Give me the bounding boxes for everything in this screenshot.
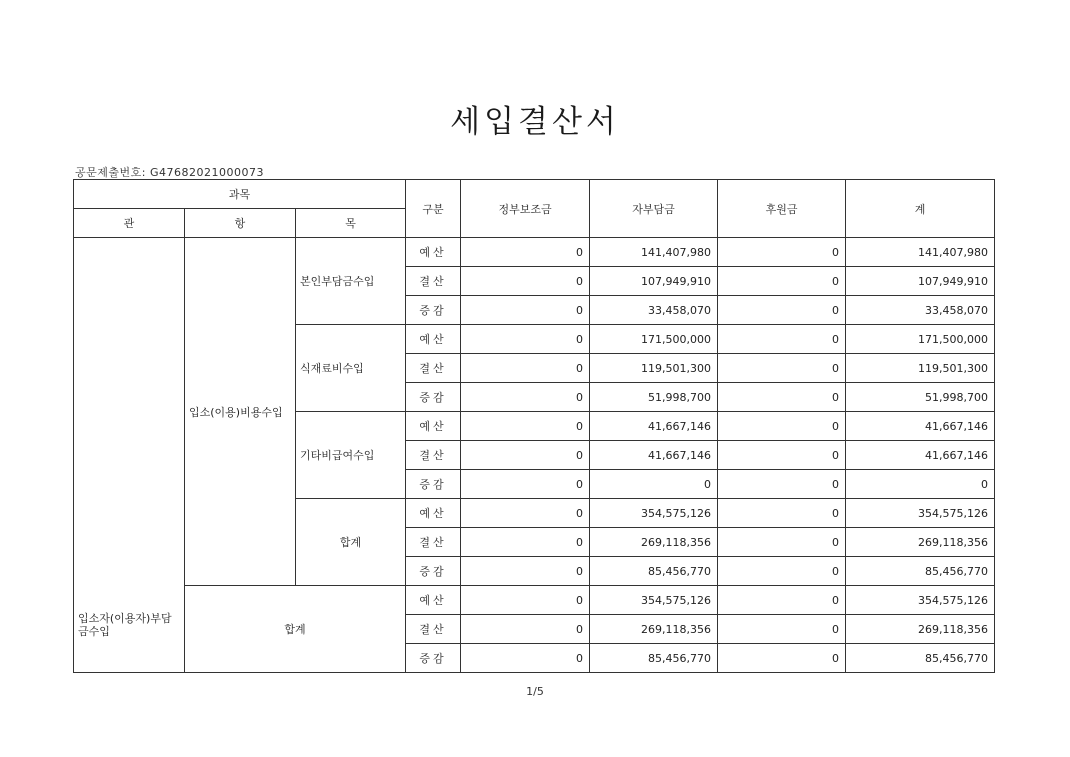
- self-cell: 41,667,146: [590, 441, 718, 470]
- support-cell: 0: [718, 557, 846, 586]
- kind-cell: 예산: [406, 586, 461, 615]
- hang-cell: 입소(이용)비용수입: [185, 238, 296, 586]
- gwan-cell: 입소자(이용자)부담금수입: [74, 238, 185, 673]
- gov-cell: 0: [461, 238, 590, 267]
- gov-cell: 0: [461, 441, 590, 470]
- kind-cell: 증감: [406, 644, 461, 673]
- header-mok: 목: [296, 209, 406, 238]
- gov-cell: 0: [461, 557, 590, 586]
- kind-cell: 결산: [406, 528, 461, 557]
- table-row: [74, 586, 995, 615]
- kind-cell: 증감: [406, 557, 461, 586]
- support-cell: 0: [718, 470, 846, 499]
- total-cell: 119,501,300: [846, 354, 995, 383]
- support-cell: 0: [718, 238, 846, 267]
- support-cell: 0: [718, 499, 846, 528]
- total-cell: 33,458,070: [846, 296, 995, 325]
- support-cell: 0: [718, 354, 846, 383]
- mok-cell: 합계: [296, 499, 406, 586]
- total-cell: 141,407,980: [846, 238, 995, 267]
- kind-cell: 결산: [406, 267, 461, 296]
- gov-cell: 0: [461, 354, 590, 383]
- self-cell: 119,501,300: [590, 354, 718, 383]
- gov-cell: 0: [461, 499, 590, 528]
- gov-cell: 0: [461, 267, 590, 296]
- support-cell: 0: [718, 644, 846, 673]
- header-kind: 구분: [406, 180, 461, 238]
- self-cell: 171,500,000: [590, 325, 718, 354]
- total-cell: 85,456,770: [846, 557, 995, 586]
- self-cell: 107,949,910: [590, 267, 718, 296]
- support-cell: 0: [718, 441, 846, 470]
- kind-cell: 예산: [406, 412, 461, 441]
- gov-cell: 0: [461, 296, 590, 325]
- gov-cell: 0: [461, 615, 590, 644]
- self-cell: 85,456,770: [590, 644, 718, 673]
- self-cell: 354,575,126: [590, 586, 718, 615]
- header-government-subsidy: 정부보조금: [461, 180, 590, 238]
- total-cell: 354,575,126: [846, 499, 995, 528]
- kind-cell: 예산: [406, 499, 461, 528]
- support-cell: 0: [718, 296, 846, 325]
- header-self-pay: 자부담금: [590, 180, 718, 238]
- total-cell: 354,575,126: [846, 586, 995, 615]
- total-cell: 269,118,356: [846, 615, 995, 644]
- self-cell: 354,575,126: [590, 499, 718, 528]
- support-cell: 0: [718, 325, 846, 354]
- gov-cell: 0: [461, 412, 590, 441]
- support-cell: 0: [718, 615, 846, 644]
- mok-cell: 기타비급여수입: [296, 412, 406, 499]
- kind-cell: 증감: [406, 383, 461, 412]
- support-cell: 0: [718, 586, 846, 615]
- total-cell: 107,949,910: [846, 267, 995, 296]
- total-cell: 41,667,146: [846, 441, 995, 470]
- page-indicator: 1/5: [526, 685, 544, 698]
- mok-cell: 본인부담금수입: [296, 238, 406, 325]
- header-hang: 항: [185, 209, 296, 238]
- gov-cell: 0: [461, 325, 590, 354]
- total-cell: 51,998,700: [846, 383, 995, 412]
- total-cell: 0: [846, 470, 995, 499]
- kind-cell: 예산: [406, 238, 461, 267]
- settlement-table: [73, 179, 995, 673]
- support-cell: 0: [718, 412, 846, 441]
- header-subject: 과목: [74, 180, 406, 209]
- gov-cell: 0: [461, 644, 590, 673]
- header-total: 계: [846, 180, 995, 238]
- total-cell: 85,456,770: [846, 644, 995, 673]
- support-cell: 0: [718, 267, 846, 296]
- self-cell: 41,667,146: [590, 412, 718, 441]
- gov-cell: 0: [461, 586, 590, 615]
- mok-cell: 식재료비수입: [296, 325, 406, 412]
- kind-cell: 결산: [406, 354, 461, 383]
- kind-cell: 증감: [406, 470, 461, 499]
- self-cell: 85,456,770: [590, 557, 718, 586]
- self-cell: 51,998,700: [590, 383, 718, 412]
- document-number: 공문제출번호: G47682021000073: [75, 166, 264, 179]
- document-title: 세입결산서: [450, 104, 620, 140]
- header-donation: 후원금: [718, 180, 846, 238]
- kind-cell: 결산: [406, 441, 461, 470]
- kind-cell: 결산: [406, 615, 461, 644]
- header-gwan: 관: [74, 209, 185, 238]
- gov-cell: 0: [461, 470, 590, 499]
- support-cell: 0: [718, 528, 846, 557]
- self-cell: 141,407,980: [590, 238, 718, 267]
- gov-cell: 0: [461, 383, 590, 412]
- kind-cell: 증감: [406, 296, 461, 325]
- table-body: [74, 238, 995, 673]
- gov-cell: 0: [461, 528, 590, 557]
- total-cell: 269,118,356: [846, 528, 995, 557]
- table-row: [74, 238, 995, 267]
- self-cell: 0: [590, 470, 718, 499]
- total-cell: 171,500,000: [846, 325, 995, 354]
- hang-total-cell: 합계: [185, 586, 406, 673]
- self-cell: 269,118,356: [590, 528, 718, 557]
- kind-cell: 예산: [406, 325, 461, 354]
- total-cell: 41,667,146: [846, 412, 995, 441]
- self-cell: 33,458,070: [590, 296, 718, 325]
- support-cell: 0: [718, 383, 846, 412]
- self-cell: 269,118,356: [590, 615, 718, 644]
